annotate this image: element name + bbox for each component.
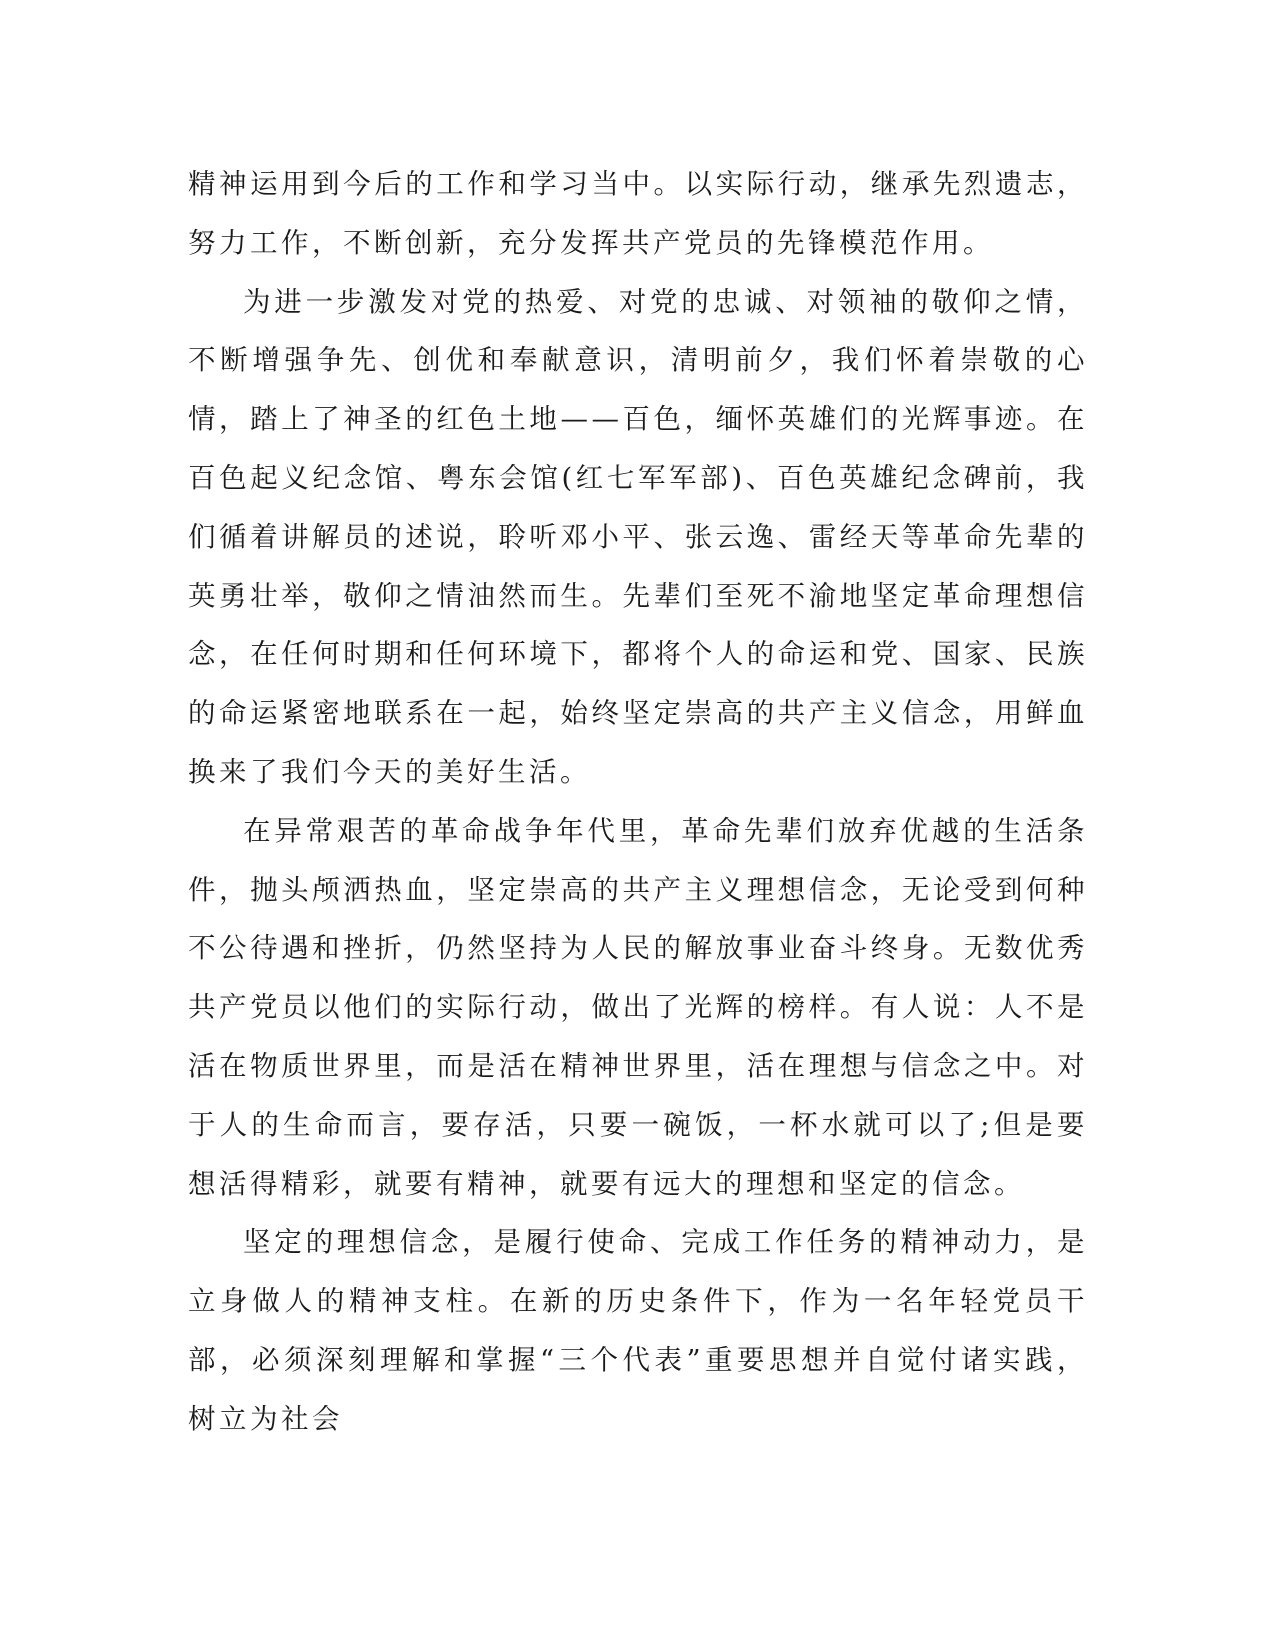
- paragraph-continuation: 精神运用到今后的工作和学习当中。以实际行动，继承先烈遗志，努力工作，不断创新，充分发挥共产党员的先锋模范作用。: [188, 168, 1088, 259]
- paragraph-qingming-visit: 为进一步激发对党的热爱、对党的忠诚、对领袖的敬仰之情，不断增强争先、创优和奉献意识，清明前夕，我们怀着崇敬的心情，踏上了神圣的红色土地——百色，缅怀英雄们的光辉事迹。在百色起义纪念馆、粤东会馆(红七军军部)、百色英雄纪念碑前，我们循着讲解员的述说，聆听邓小平、张云逸、雷经天等革命先辈的英勇壮举，敬仰之情油然而生。先辈们至死不渝地坚定革命理想信念，在任何时期和任何环境下，都将个人的命运和党、国家、民族的命运紧密地联系在一起，始终坚定崇高的共产主义信念，用鲜血换来了我们今天的美好生活。: [188, 285, 1088, 788]
- paragraph-revolutionary-era: 在异常艰苦的革命战争年代里，革命先辈们放弃优越的生活条件，抛头颅洒热血，坚定崇高的共产主义理想信念，无论受到何种不公待遇和挫折，仍然坚持为人民的解放事业奋斗终身。无数优秀共产党员以他们的实际行动，做出了光辉的榜样。有人说：人不是活在物质世界里，而是活在精神世界里，活在理想与信念之中。对于人的生命而言，要存活，只要一碗饭，一杯水就可以了;但是要想活得精彩，就要有精神，就要有远大的理想和坚定的信念。: [188, 814, 1088, 1200]
- document-body: [188, 155, 1088, 1449]
- paragraph-ideals-beliefs: 坚定的理想信念，是履行使命、完成工作任务的精神动力，是立身做人的精神支柱。在新的历史条件下，作为一名年轻党员干部，必须深刻理解和掌握“三个代表”重要思想并自觉付诸实践，树立为社会: [188, 1226, 1088, 1435]
